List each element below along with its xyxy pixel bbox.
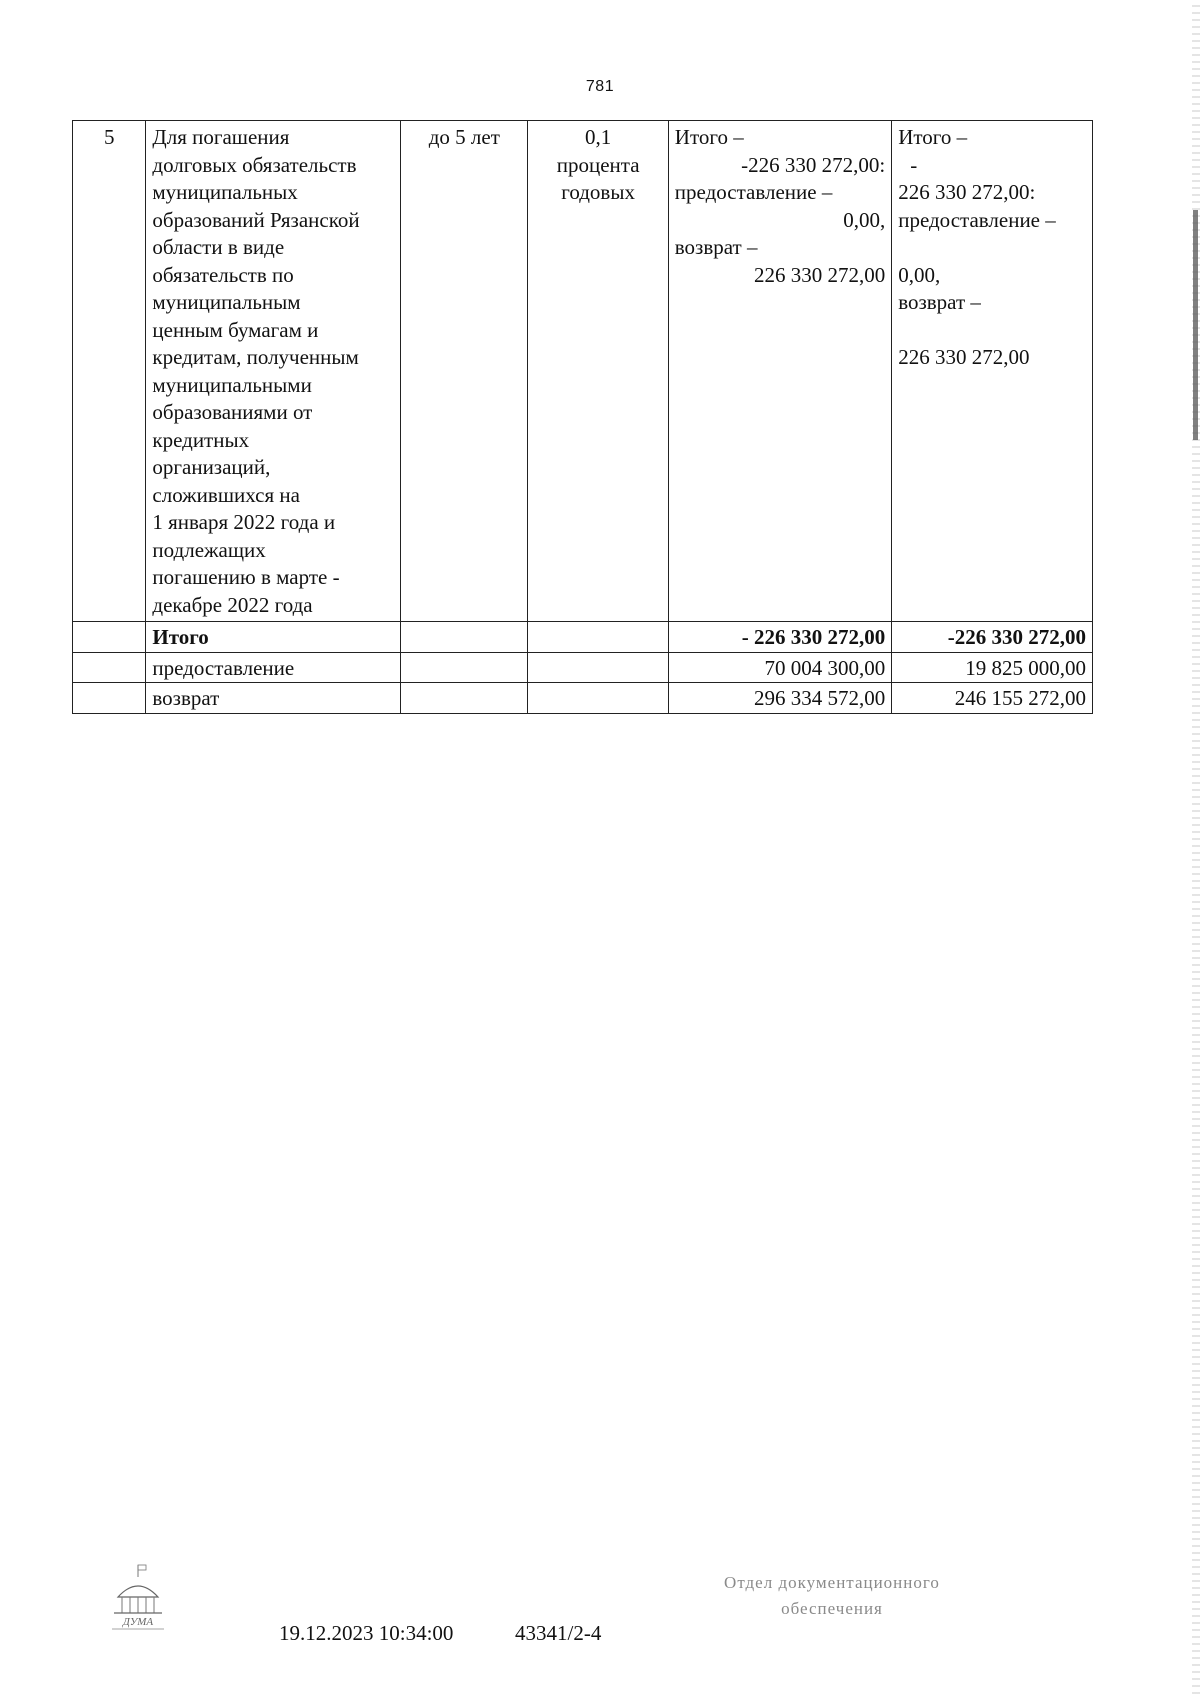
return-value-next: 246 155 272,00	[892, 683, 1093, 714]
amount-2022-line-5: возврат –	[674, 235, 758, 259]
purpose-line: муниципальными	[152, 372, 312, 397]
page-number: 781	[585, 78, 615, 95]
empty-cell	[528, 652, 668, 683]
purpose-line: муниципальным	[152, 290, 301, 314]
table-row-total	[73, 622, 1093, 653]
amount-next-line-5: 0,00,	[898, 262, 941, 287]
purpose-line: подлежащих	[152, 537, 266, 562]
purpose-line: ценным бумагам и	[152, 317, 319, 342]
total-label: Итого	[146, 622, 401, 653]
amount-2022-line-2: -226 330 272,00:	[741, 152, 886, 177]
purpose-line: образований Рязанской	[152, 207, 360, 232]
registration-datetime: 19.12.2023 10:34:00	[279, 1621, 454, 1645]
amount-2022-line-6: 226 330 272,00	[753, 262, 886, 287]
purpose-line: кредитам, полученным	[152, 345, 359, 369]
total-value-2022: - 226 330 272,00	[668, 622, 891, 653]
amount-next-line-4: предоставление –	[898, 207, 1056, 232]
amount-next-line-3: 226 330 272,00:	[898, 180, 1036, 204]
purpose-line: обязательств по	[152, 262, 294, 287]
logo-text: ДУМА	[122, 1616, 154, 1628]
empty-cell	[528, 683, 668, 714]
purpose-line: декабре 2022 года	[152, 592, 313, 617]
purpose-line: Для погашения	[152, 125, 290, 149]
purpose-line: долговых обязательств	[152, 152, 357, 177]
stamp-line-1: Отдел документационного	[724, 1573, 940, 1592]
row-number-cell: 5	[73, 121, 146, 622]
provision-label: предоставление	[146, 652, 401, 683]
purpose-line: сложившихся на	[152, 482, 300, 507]
empty-cell	[401, 652, 528, 683]
rate-line: годовых	[561, 180, 635, 204]
empty-cell	[73, 652, 146, 683]
purpose-line: кредитных	[152, 427, 250, 452]
table-row-provision	[73, 652, 1093, 683]
registration-number: 43341/2-4	[515, 1621, 602, 1645]
provision-value-next: 19 825 000,00	[892, 652, 1093, 683]
empty-cell	[73, 622, 146, 653]
scan-bar-artifact	[1193, 210, 1198, 440]
table-row-return	[73, 683, 1093, 714]
amount-next-cell	[892, 121, 1093, 622]
empty-cell	[528, 622, 668, 653]
table-row-credit-5	[73, 121, 1093, 622]
amount-2022-line-1: Итого –	[674, 125, 744, 149]
purpose-line: образованиями от	[152, 400, 313, 424]
stamp-line-2: обеспечения	[781, 1599, 883, 1618]
budget-credit-table	[72, 120, 1093, 714]
purpose-line: муниципальных	[152, 180, 298, 204]
empty-cell	[73, 683, 146, 714]
purpose-line: погашению в марте -	[152, 565, 340, 589]
empty-cell	[401, 683, 528, 714]
purpose-line: организаций,	[152, 455, 271, 479]
return-value-2022: 296 334 572,00	[668, 683, 891, 714]
empty-cell	[401, 622, 528, 653]
purpose-line: области в виде	[152, 235, 285, 259]
amount-next-line-7: 226 330 272,00	[898, 345, 1030, 369]
department-stamp	[682, 1570, 982, 1622]
amount-next-line-1: Итого –	[898, 125, 968, 149]
duma-logo-icon	[108, 1563, 168, 1631]
rate-line: процента	[556, 152, 640, 177]
amount-next-line-6: возврат –	[898, 290, 981, 314]
rate-cell	[528, 121, 668, 622]
amount-next-line-2: -	[910, 152, 918, 177]
provision-value-2022: 70 004 300,00	[668, 652, 891, 683]
amount-2022-line-4: 0,00,	[843, 207, 886, 232]
rate-line: 0,1	[585, 125, 612, 149]
purpose-cell	[146, 121, 401, 622]
purpose-line: 1 января 2022 года и	[152, 510, 336, 534]
amount-2022-cell	[668, 121, 891, 622]
return-label: возврат	[146, 683, 401, 714]
amount-2022-line-3: предоставление –	[674, 180, 833, 204]
term-cell: до 5 лет	[401, 121, 528, 622]
amount-next-spacer	[898, 234, 1086, 262]
total-value-next: -226 330 272,00	[892, 622, 1093, 653]
amount-next-spacer-2	[898, 317, 1086, 345]
